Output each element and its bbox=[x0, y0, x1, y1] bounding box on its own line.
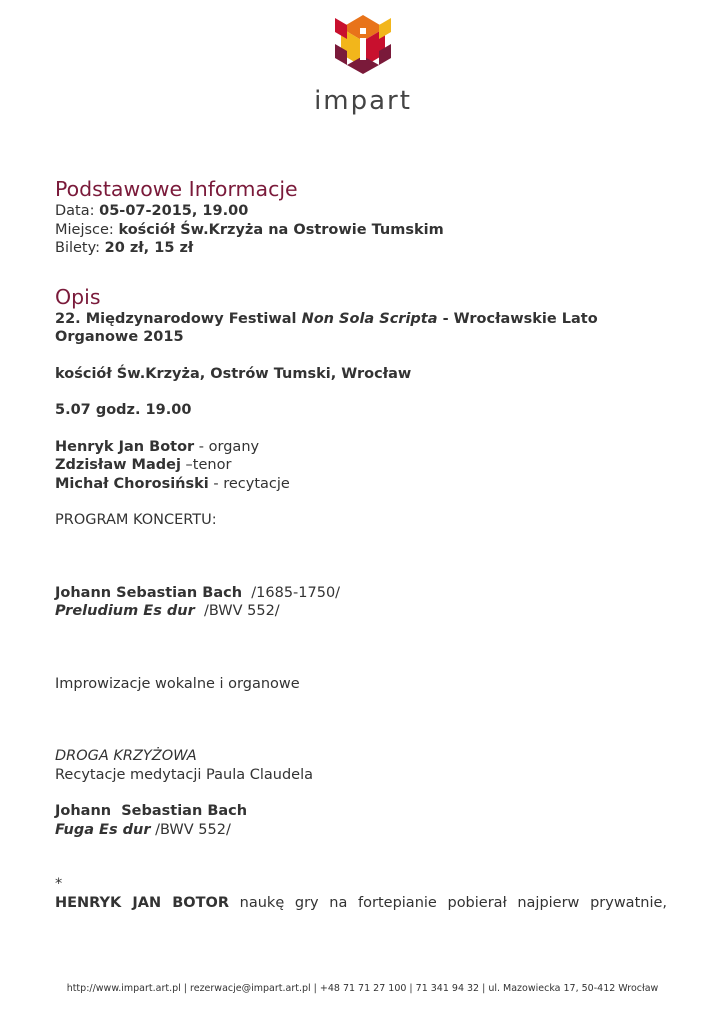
piece1-title-row bbox=[55, 602, 667, 621]
piece2-composer: Johann Sebastian Bach bbox=[55, 803, 248, 819]
bio-text: naukę gry na fortepianie pobierał najpierw prywatnie, bbox=[229, 894, 667, 911]
recytacje-line: Recytacje medytacji Paula Claudela bbox=[55, 766, 313, 783]
improv-line: Improwizacje wokalne i organowe bbox=[55, 675, 300, 692]
place-row bbox=[55, 221, 667, 240]
piece1-composer: Johann Sebastian Bach bbox=[55, 584, 243, 601]
piece1-composer-row bbox=[55, 584, 667, 603]
document-body bbox=[55, 176, 667, 912]
date-label: Data: bbox=[55, 203, 100, 219]
festival-italic: Non Sola Scripta bbox=[301, 310, 438, 327]
section-heading-basic-info: Podstawowe Informacje bbox=[55, 177, 298, 201]
performer-row bbox=[55, 438, 667, 457]
program-heading: PROGRAM KONCERTU: bbox=[55, 512, 217, 528]
piece2-catalog: /BWV 552/ bbox=[150, 821, 231, 838]
festival-title bbox=[55, 310, 667, 329]
performer-name: Henryk Jan Botor bbox=[55, 438, 195, 455]
place-label: Miejsce: bbox=[55, 221, 119, 238]
droga-line: DROGA KRZYŻOWA bbox=[55, 748, 197, 764]
festival-prefix: 22. Międzynarodowy Festiwal bbox=[55, 310, 302, 327]
tickets-row bbox=[55, 239, 667, 258]
festival-suffix: - Wrocławskie Lato bbox=[437, 310, 598, 327]
footer-contact: http://www.impart.art.pl | rezerwacje@impart.art.pl | +48 71 71 27 100 | 71 341 94 32 | ul. Mazowiecka 17, 50-412 Wrocław bbox=[66, 983, 659, 994]
tickets-value: 20 zł, 15 zł bbox=[104, 240, 194, 256]
impart-logo bbox=[313, 14, 413, 116]
bio-paragraph bbox=[55, 894, 667, 913]
performer-row bbox=[55, 475, 667, 494]
bio-name: HENRYK JAN BOTOR bbox=[55, 894, 229, 911]
venue-line: kościół Św.Krzyża, Ostrów Tumski, Wrocław bbox=[55, 365, 412, 382]
performer-name: Zdzisław Madej bbox=[55, 457, 181, 473]
piece1-title: Preludium Es dur bbox=[55, 603, 195, 619]
datetime-line: 5.07 godz. 19.00 bbox=[55, 402, 192, 418]
performer-name: Michał Chorosiński bbox=[55, 475, 209, 492]
performer-row bbox=[55, 456, 667, 475]
section-heading-description: Opis bbox=[55, 284, 101, 309]
impart-logo-mark-icon bbox=[313, 14, 413, 86]
performer-role: - recytacje bbox=[208, 475, 290, 492]
date-row bbox=[55, 202, 667, 221]
festival-title-line2: Organowe 2015 bbox=[55, 329, 184, 345]
piece2-title-row bbox=[55, 821, 667, 840]
tickets-label: Bilety: bbox=[55, 240, 105, 256]
piece1-catalog: /BWV 552/ bbox=[194, 603, 280, 619]
performer-role: - organy bbox=[194, 438, 260, 455]
asterisk: * bbox=[55, 876, 63, 892]
performer-role: –tenor bbox=[180, 457, 232, 473]
date-value: 05-07-2015, 19.00 bbox=[99, 203, 249, 219]
piece1-dates: /1685-1750/ bbox=[242, 584, 341, 601]
piece2-title: Fuga Es dur bbox=[55, 821, 151, 838]
place-value: kościół Św.Krzyża na Ostrowie Tumskim bbox=[118, 221, 444, 238]
logo-wordmark: impart bbox=[314, 86, 412, 116]
